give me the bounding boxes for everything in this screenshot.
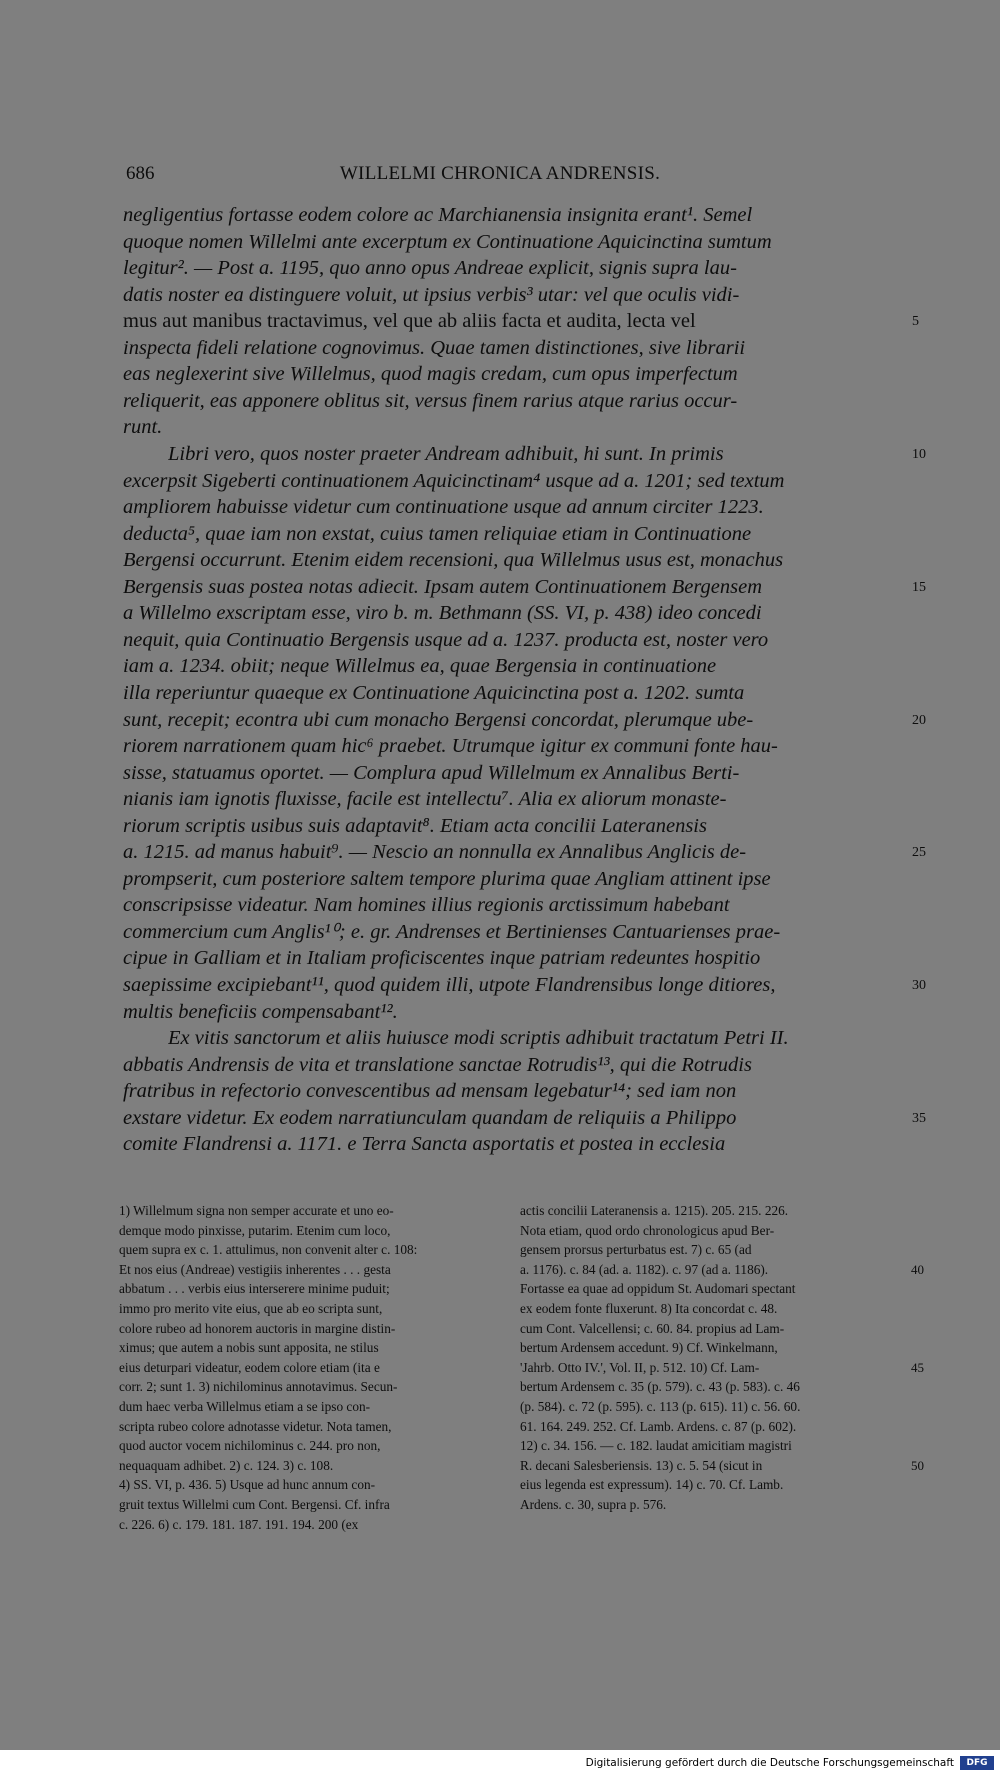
footnote-line-right: Fortasse ea quae ad oppidum St. Audomari spectant	[520, 1281, 796, 1297]
text-line: sunt, recepit; econtra ubi cum monacho Bergensi concordat, plerumque ube-	[123, 708, 754, 731]
text-line: eas neglexerint sive Willelmus, quod magis credam, cum opus imperfectum	[123, 363, 738, 386]
line-number: 30	[912, 978, 926, 993]
footnote-line-number: 45	[911, 1359, 924, 1375]
footnote-line-left: dum haec verba Willelmus etiam a se ipso con-	[119, 1399, 371, 1414]
text-line: ampliorem habuisse videtur cum continuatione usque ad annum circiter 1223.	[123, 496, 764, 519]
footnote-line-left: colore rubeo ad honorem auctoris in margine distin-	[119, 1320, 396, 1336]
footnote-line-left: ximus; que autem a nobis sunt apposita, ne stilus	[119, 1340, 379, 1356]
footnote-line-left: quem supra ex c. 1. attulimus, non convenit alter c. 108:	[119, 1242, 418, 1258]
text-line: sisse, statuamus oportet. — Complura apud Willelmum ex Annalibus Berti-	[123, 761, 740, 784]
text-line: riorem narrationem quam hic⁶ praebet. Utrumque igitur ex communi fonte hau-	[123, 735, 778, 757]
footnote-line-left: nequaquam adhibet. 2) c. 124. 3) c. 108.	[119, 1457, 334, 1473]
text-line: exstare videtur. Ex eodem narratiunculam quandam de reliquiis a Philippo	[123, 1106, 737, 1129]
text-line: abbatis Andrensis de vita et translatione sanctae Rotrudis¹³, qui die Rotrudis	[123, 1053, 752, 1076]
line-number: 25	[912, 845, 926, 861]
footnote-line-right: 12) c. 34. 156. — c. 182. laudat amicitiam magistri	[520, 1438, 792, 1454]
footnote-line-right: Ardens. c. 30, supra p. 576.	[520, 1497, 667, 1512]
footnote-line-right: ex eodem fonte fluxerunt. 8) Ita concordat c. 48.	[520, 1301, 778, 1316]
footnote-line-right: cum Cont. Valcellensi; c. 60. 84. propius ad Lam-	[520, 1320, 785, 1336]
text-line: negligentius fortasse eodem colore ac Marchianensia insignita erant¹. Semel	[123, 204, 753, 226]
running-title: WILLELMI CHRONICA ANDRENSIS.	[339, 163, 661, 184]
footnote-line-left: corr. 2; sunt 1. 3) nichilominus annotavimus. Secun-	[119, 1379, 398, 1395]
line-number: 5	[912, 314, 919, 330]
footnote-line-left: quod auctor vocem nichilominus c. 244. pro non,	[119, 1438, 381, 1454]
footnote-line-left: abbatum . . . verbis eius interserere minime puduit;	[119, 1281, 390, 1297]
text-line: a. 1215. ad manus habuit⁹. — Nescio an nonnulla ex Annalibus Anglicis de-	[123, 841, 747, 864]
text-line: quoque nomen Willelmi ante excerptum ex Continuatione Aquicinctina sumtum	[123, 230, 772, 253]
text-line: Bergensi occurrunt. Etenim eidem recensioni, qua Willelmus usus est, monachus	[123, 549, 784, 572]
line-number: 10	[912, 447, 926, 462]
text-line: deducta⁵, quae iam non exstat, cuius tamen reliquiae etiam in Continuatione	[123, 522, 752, 545]
text-line: a Willelmo exscriptam esse, viro b. m. Bethmann (SS. VI, p. 438) ideo concedi	[123, 602, 762, 625]
footnote-line-right: bertum Ardensem c. 35 (p. 579). c. 43 (p. 583). c. 46	[520, 1379, 800, 1395]
text-line: nequit, quia Continuatio Bergensis usque ad a. 1237. producta est, noster vero	[123, 628, 769, 651]
footer-bar	[0, 1750, 1000, 1778]
text-line: Bergensis suas postea notas adiecit. Ipsam autem Continuationem Bergensem	[123, 575, 763, 598]
text-line: excerpsit Sigeberti continuationem Aquicinctinam⁴ usque ad a. 1201; sed textum	[123, 469, 785, 492]
footnote-line-right: bertum Ardensem accedunt. 9) Cf. Winkelmann,	[520, 1340, 778, 1356]
text-line: inspecta fideli relatione cognovimus. Quae tamen distinctiones, sive librarii	[123, 336, 746, 359]
text-line: riorum scriptis usibus suis adaptavit⁸. Etiam acta concilii Lateranensis	[123, 814, 707, 837]
dfg-logo: DFG	[960, 1756, 994, 1770]
line-number: 15	[912, 579, 926, 595]
text-line: illa reperiuntur quaeque ex Continuatione Aquicinctina post a. 1202. sumta	[123, 681, 745, 704]
footnote-line-left: 1) Willelmum signa non semper accurate et uno eo-	[119, 1203, 394, 1218]
text-line: commercium cum Anglis¹⁰; e. gr. Andrenses et Bertinienses Cantuarienses prae-	[123, 920, 781, 943]
footnote-line-left: Et nos eius (Andreae) vestigiis inherentes . . . gesta	[119, 1261, 391, 1277]
footnote-line-left: 4) SS. VI, p. 436. 5) Usque ad hunc annum con-	[119, 1477, 376, 1493]
footnote-line-right: a. 1176). c. 84 (ad. a. 1182). c. 97 (ad a. 1186).	[520, 1261, 769, 1277]
footnote-line-right: (p. 584). c. 72 (p. 595). c. 113 (p. 615). 11) c. 56. 60.	[520, 1399, 801, 1414]
text-line: datis noster ea distinguere voluit, ut ipsius verbis³ utar: vel que oculis vidi-	[123, 283, 740, 306]
text-line: comite Flandrensi a. 1171. e Terra Sancta asportatis et postea in ecclesia	[123, 1133, 726, 1156]
footnote-line-number: 40	[911, 1261, 924, 1277]
text-line: saepissime excipiebant¹¹, quod quidem illi, utpote Flandrensibus longe ditiores,	[123, 974, 776, 996]
text-line: Ex vitis sanctorum et aliis huiusce modi scriptis adhibuit tractatum Petri II.	[168, 1027, 789, 1050]
footnote-line-right: 61. 164. 249. 252. Cf. Lamb. Ardens. c. 87 (p. 602).	[520, 1418, 797, 1434]
footnote-line-left: c. 226. 6) c. 179. 181. 187. 191. 194. 200 (ex	[119, 1516, 359, 1532]
footnote-line-left: demque modo pinxisse, putarim. Etenim cum loco,	[119, 1222, 391, 1238]
footnote-line-right: eius legenda est expressum). 14) c. 70. Cf. Lamb.	[520, 1477, 784, 1493]
footnote-line-left: immo pro merito vite eius, que ab eo scripta sunt,	[119, 1301, 383, 1316]
text-line: iam a. 1234. obiit; neque Willelmus ea, quae Bergensia in continuatione	[123, 655, 717, 678]
text-line: fratribus in refectorio convescentibus ad mensam legebatur¹⁴; sed iam non	[123, 1080, 737, 1103]
footnote-line-left: scripta rubeo colore adnotasse videtur. Nota tamen,	[119, 1418, 392, 1434]
footnote-line-left: gruit textus Willelmi cum Cont. Bergensi. Cf. infra	[119, 1497, 390, 1512]
footnote-line-right: gensem prorsus perturbatus est. 7) c. 65 (ad	[520, 1242, 752, 1258]
footnote-line-right: 'Jahrb. Otto IV.', Vol. II, p. 512. 10) Cf. Lam-	[520, 1359, 760, 1375]
footnote-line-right: actis concilii Lateranensis a. 1215). 205. 215. 226.	[520, 1203, 789, 1218]
footnote-line-right: Nota etiam, quod ordo chronologicus apud Ber-	[520, 1222, 775, 1238]
line-number: 20	[912, 712, 926, 728]
text-line: mus aut manibus tractavimus, vel que ab aliis facta et audita, lecta vel	[123, 310, 696, 333]
text-line: legitur². — Post a. 1195, quo anno opus Andreae explicit, signis supra lau-	[123, 257, 737, 280]
text-line: nianis iam ignotis fluxisse, facile est intellectu⁷. Alia ex aliorum monaste-	[123, 788, 727, 811]
text-line: Libri vero, quos noster praeter Andream adhibuit, hi sunt. In primis	[168, 443, 724, 465]
text-line: multis beneficiis compensabant¹².	[123, 1000, 398, 1023]
text-line: cipue in Galliam et in Italiam proficiscentes inque patriam redeuntes hospitio	[123, 947, 761, 970]
page-number: 686	[126, 163, 155, 184]
text-line: reliquerit, eas apponere oblitus sit, versus finem rarius atque rarius occur-	[123, 389, 738, 412]
page-header	[0, 163, 1000, 193]
footnote-line-right: R. decani Salesberiensis. 13) c. 5. 54 (sicut in	[520, 1457, 763, 1473]
text-line: conscripsisse videatur. Nam homines illius regionis arctissimum habebant	[123, 894, 730, 917]
text-line: runt.	[123, 416, 163, 439]
footnote-line-number: 50	[911, 1457, 924, 1473]
funding-credit: Digitalisierung gefördert durch die Deutsche Forschungsgemeinschaft	[585, 1757, 954, 1769]
footnote-line-left: eius deturpari videatur, eodem colore etiam (ita e	[119, 1359, 380, 1375]
line-number: 35	[912, 1110, 926, 1126]
text-line: prompserit, cum posteriore saltem tempore plurima quae Angliam attinent ipse	[123, 867, 771, 890]
